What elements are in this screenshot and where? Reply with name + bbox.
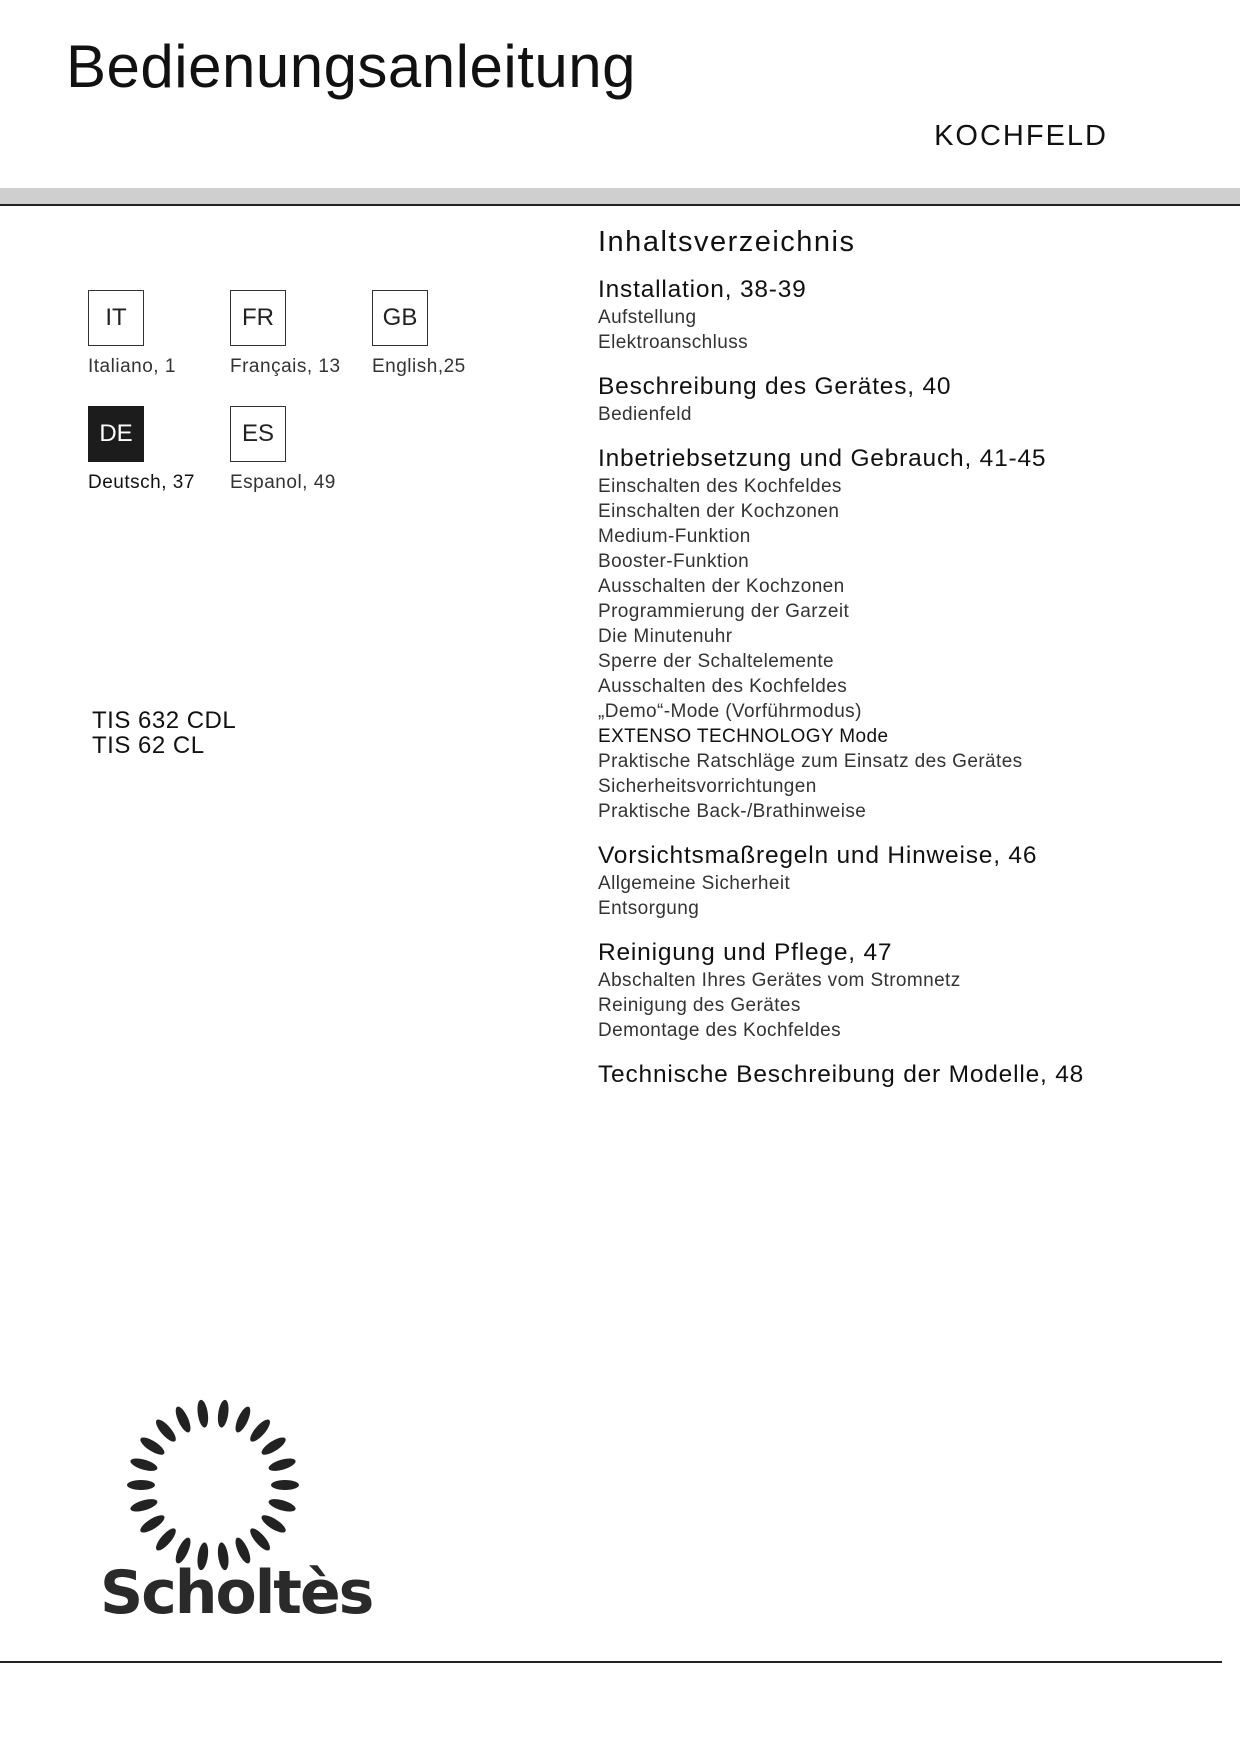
toc-item[interactable]: Booster-Funktion	[598, 551, 750, 572]
toc-section-title[interactable]: Installation, 38-39	[598, 276, 807, 303]
document-title: Bedienungsanleitung	[66, 33, 636, 100]
toc-item[interactable]: Ausschalten des Kochfeldes	[598, 676, 848, 697]
toc-section-title[interactable]: Reinigung und Pflege, 47	[598, 939, 893, 966]
toc-heading: Inhaltsverzeichnis	[598, 226, 856, 258]
language-label: Espanol, 49	[230, 472, 336, 493]
language-it[interactable]	[88, 290, 248, 378]
sun-rays	[127, 1399, 299, 1571]
toc-item[interactable]: Programmierung der Garzeit	[598, 601, 850, 622]
toc-section-inbetriebsetzung	[598, 444, 1218, 824]
toc-section-technische-beschreibung	[598, 1060, 1218, 1090]
sun-ray	[247, 1417, 273, 1445]
document-subtitle: KOCHFELD	[934, 120, 1108, 152]
toc-item[interactable]: EXTENSO TECHNOLOGY Mode	[598, 726, 889, 747]
toc-section-title[interactable]: Inbetriebsetzung und Gebrauch, 41-45	[598, 445, 1047, 472]
toc-item[interactable]: Entsorgung	[598, 898, 700, 919]
sun-ray	[196, 1399, 210, 1428]
toc-item[interactable]: Bedienfeld	[598, 404, 692, 425]
sun-ray	[129, 1497, 159, 1514]
toc-item[interactable]: Demontage des Kochfeldes	[598, 1020, 842, 1041]
language-code-box: GB	[372, 290, 428, 346]
footer-rule	[0, 1661, 1222, 1663]
language-fr[interactable]	[230, 290, 390, 378]
sun-ray	[233, 1405, 254, 1435]
brand-name: Scholtès	[100, 1558, 373, 1628]
table-of-contents	[598, 226, 1218, 1107]
language-es[interactable]	[230, 406, 390, 494]
language-label: English,25	[372, 356, 466, 377]
sun-ray	[267, 1456, 297, 1473]
sun-ray	[153, 1526, 179, 1554]
toc-section-reinigung	[598, 938, 1218, 1043]
language-code-box: DE	[88, 406, 144, 462]
sun-ray	[138, 1434, 167, 1458]
toc-item[interactable]: Ausschalten der Kochzonen	[598, 576, 845, 597]
language-de[interactable]	[88, 406, 248, 494]
language-code-box: IT	[88, 290, 144, 346]
toc-item[interactable]: Aufstellung	[598, 307, 697, 328]
language-label: Italiano, 1	[88, 356, 176, 377]
language-code-box: ES	[230, 406, 286, 462]
toc-item[interactable]: Allgemeine Sicherheit	[598, 873, 791, 894]
toc-item[interactable]: Die Minutenuhr	[598, 626, 733, 647]
toc-item[interactable]: Sicherheitsvorrichtungen	[598, 776, 817, 797]
sun-ray	[127, 1480, 155, 1490]
language-label: Français, 13	[230, 356, 341, 377]
toc-section-installation	[598, 275, 1218, 355]
language-gb[interactable]	[372, 290, 532, 378]
sun-ray	[271, 1480, 299, 1490]
sun-ray	[247, 1526, 273, 1554]
toc-item[interactable]: Reinigung des Gerätes	[598, 995, 801, 1016]
toc-item[interactable]: Praktische Ratschläge zum Einsatz des Gerätes	[598, 751, 1023, 772]
model-name: TIS 62 CL	[92, 732, 205, 759]
toc-item[interactable]: Einschalten der Kochzonen	[598, 501, 840, 522]
toc-section-beschreibung	[598, 372, 1218, 427]
sun-ray	[216, 1399, 230, 1428]
toc-item[interactable]: Abschalten Ihres Gerätes vom Stromnetz	[598, 970, 961, 991]
toc-section-vorsichtsmassregeln	[598, 841, 1218, 921]
sun-ray	[259, 1512, 288, 1536]
toc-item[interactable]: Einschalten des Kochfeldes	[598, 476, 842, 497]
model-name: TIS 632 CDL	[92, 707, 237, 734]
sun-ray	[138, 1512, 167, 1536]
model-list	[92, 708, 236, 758]
sun-ray	[267, 1497, 297, 1514]
toc-item[interactable]: Sperre der Schaltelemente	[598, 651, 835, 672]
header-gray-bar	[0, 188, 1240, 204]
header-rule	[0, 204, 1240, 206]
toc-item[interactable]: Medium-Funktion	[598, 526, 751, 547]
toc-item[interactable]: Praktische Back-/Brathinweise	[598, 801, 867, 822]
toc-item[interactable]: Elektroanschluss	[598, 332, 749, 353]
toc-item[interactable]: „Demo“-Mode (Vorführmodus)	[598, 701, 862, 722]
sun-ray	[259, 1434, 288, 1458]
sun-ray	[173, 1405, 194, 1435]
language-code-box: FR	[230, 290, 286, 346]
sun-ray	[153, 1417, 179, 1445]
toc-section-title[interactable]: Technische Beschreibung der Modelle, 48	[598, 1061, 1085, 1088]
sun-ray	[129, 1456, 159, 1473]
toc-section-title[interactable]: Beschreibung des Gerätes, 40	[598, 373, 952, 400]
language-label: Deutsch, 37	[88, 472, 195, 493]
toc-section-title[interactable]: Vorsichtsmaßregeln und Hinweise, 46	[598, 842, 1038, 869]
